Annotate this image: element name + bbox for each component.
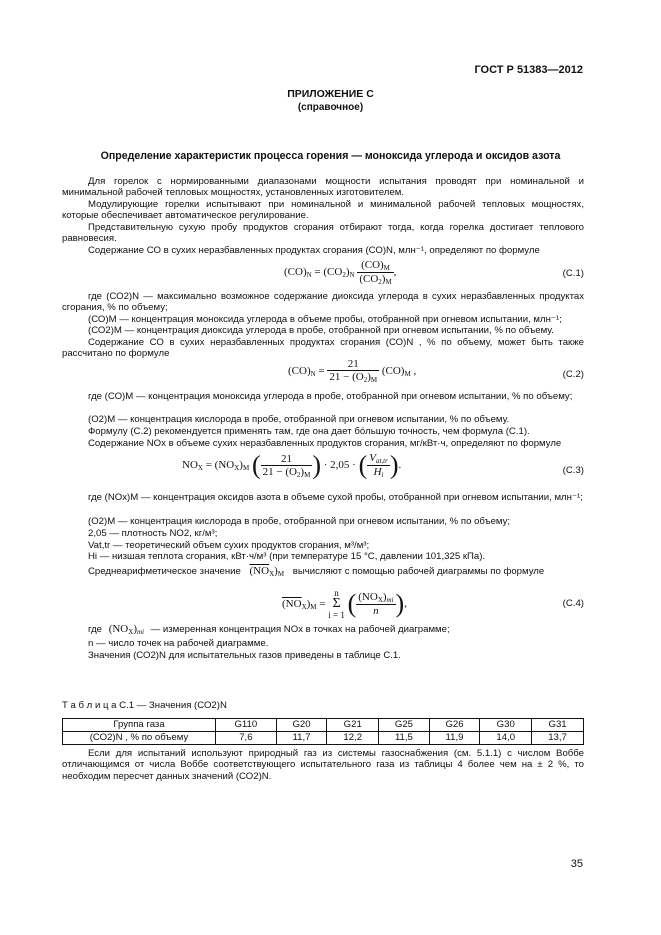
formula-c2: $(CO)_N$ = $\frac{21}{21 - (O_2)_M}$ $(CO)_M$ , (С.2) [288, 358, 584, 384]
table-header-row [63, 719, 584, 732]
appendix-heading [0, 88, 661, 114]
table-header-cell: G110 [216, 719, 277, 732]
formula-c1: $(CO)_N = (CO_2)_N$ $\frac{(CO)_M}{(CO_2)_M}$ , (С.1) [284, 259, 584, 286]
paragraph-5: Содержание СО в сухих неразбавленных продуктах сгорания (СО)N , % по объему, может быть также рассчитано по формуле [62, 337, 584, 360]
def-nox-mi-where: где [88, 624, 103, 635]
page-number: 35 [570, 858, 583, 870]
table-cell: 11,9 [429, 732, 480, 745]
formula-c3-number: (С.3) [562, 465, 584, 476]
def-density: 2,05 — плотность NO2, кг/м³; [88, 528, 218, 539]
table-header-cell: G31 [532, 719, 584, 732]
appendix-title: ПРИЛОЖЕНИЕ С [287, 88, 374, 100]
def-nox-mi: где $(NO_X)_{mi}$ — измеренная концентрация NOx в точках на рабочей диаграмме; [88, 623, 450, 636]
def-co2-n: где (СО2)N — максимально возможное содержание диоксида углерода в сухих неразбавленных продуктах сгорания, % по объему; [62, 291, 584, 314]
table-header-cell: G26 [429, 719, 480, 732]
table-cell: 13,7 [532, 732, 584, 745]
table-cell: 11,5 [379, 732, 430, 745]
def-n: n — число точек на рабочей диаграмме. [88, 638, 269, 649]
table-header-cell: G25 [379, 719, 430, 732]
def-co2-m: (СО2)M — концентрация диоксида углерода в пробе, отобранной при огневом испытании, % по объему. [88, 325, 554, 336]
table-header-cell: G20 [276, 719, 327, 732]
formula-c3: $NO_X = (NO_X)_M$ ( $\frac{21}{21 - (O_2)_M}$ ) · 2,05 · ( $\frac{V_{at,tr}}{H_i}$ ). (С.3) [182, 450, 584, 480]
table-header-cell: Группа газа [63, 719, 216, 732]
table-cell: 14,0 [480, 732, 532, 745]
def-o2-m: (О2)M — концентрация кислорода в пробе, отобранной при огневом испытании, % по объему. [88, 414, 510, 425]
def-nox-m: где (NOx)M — концентрация оксидов азота в объеме сухой пробы, отобранной при огневом испытании, млн⁻¹; [88, 492, 583, 503]
def-o2-m-2: (О2)M — концентрация кислорода в пробе, отобранной при огневом испытании, % по объему; [88, 516, 511, 527]
paragraph-2: Модулирующие горелки испытывают при номинальной и минимальной рабочей тепловых мощностях, которые обеспечивает автоматическое регулирование. [62, 199, 584, 222]
formula-c2-number: (С.2) [562, 369, 584, 380]
paragraph-8-start: Среднеарифметическое значение [88, 566, 241, 577]
paragraph-1: Для горелок с нормированными диапазонами мощности испытания проводят при номинальной и минимальной рабочей тепловых мощностях, установленных изготовителем. [62, 176, 584, 199]
def-co-m: (СО)M — концентрация моноксида углерода в объеме пробы, отобранной при огневом испытании, млн⁻¹; [88, 314, 562, 325]
formula-c1-number: (С.1) [562, 268, 584, 279]
table-cell: 7,6 [216, 732, 277, 745]
table-header-cell: G21 [327, 719, 379, 732]
table-cell: 11,7 [276, 732, 327, 745]
def-hi: Hi — низшая теплота сгорания, кВт·ч/м³ (при температуре 15 °С, давлении 101,325 кПа). [88, 551, 486, 562]
def-v-at: Vat,tr — теоретический объем сухих продуктов сгорания, м³/м³; [88, 540, 370, 551]
formula-c4-number: (С.4) [562, 598, 584, 609]
paragraph-4: Содержание СО в сухих неразбавленных продуктах сгорания (СО)N, млн⁻¹, определяют по формуле [88, 245, 540, 256]
def-nox-mi-text: — измеренная концентрация NOx в точках на рабочей диаграмме; [150, 624, 450, 635]
paragraph-8: Среднеарифметическое значение $(NO_X)_M$ вычисляют с помощью рабочей диаграммы по формуле [88, 565, 545, 578]
appendix-subtitle: (справочное) [297, 102, 364, 113]
standard-header: ГОСТ Р 51383—2012 [474, 64, 583, 76]
table-caption: Т а б л и ц а С.1 — Значения (СО2)N [62, 700, 227, 711]
paragraph-7: Содержание NOx в объеме сухих неразбавленных продуктов сгорания, мг/кВт·ч, определяют по формуле [88, 438, 562, 449]
table-cell: (СО2)N , % по объему [63, 732, 216, 745]
co2-values-table [62, 718, 584, 745]
table-cell: 12,2 [327, 732, 379, 745]
paragraph-6: Формулу (С.2) рекомендуется применять там, где она дает бо́льшую точность, чем формула (С.1). [88, 426, 530, 437]
paragraph-9: Значения (СО2)N для испытательных газов приведены в таблице С.1. [88, 650, 401, 661]
section-title: Определение характеристик процесса горения — моноксида углерода и оксидов азота [100, 150, 561, 162]
table-header-cell: G30 [480, 719, 532, 732]
formula-c4: $(NO_X)_M$ = n Σ i = 1 ( $\frac{(NO_X)_{mi}}{n}$ ), (С.4) [282, 588, 584, 620]
paragraph-3: Представительную сухую пробу продуктов сгорания отбирают тогда, когда горелка достигает теплового равновесия. [62, 222, 584, 245]
paragraph-10: Если для испытаний используют природный газ из системы газоснабжения (см. 5.1.1) с числом Воббе отличающимся от числа Воббе соответствующего испытательного газа из таблицы 4 более чем на ± 2 %, то необходим пересчет данных значений (СО2)N. [62, 748, 584, 782]
paragraph-8-end: вычисляют с помощью рабочей диаграммы по формуле [292, 566, 545, 577]
def-co-m-2: где (СО)M — концентрация моноксида углерода в пробе, отобранной при огневом испытании, % по объему; [88, 391, 573, 402]
table-row [63, 732, 584, 745]
